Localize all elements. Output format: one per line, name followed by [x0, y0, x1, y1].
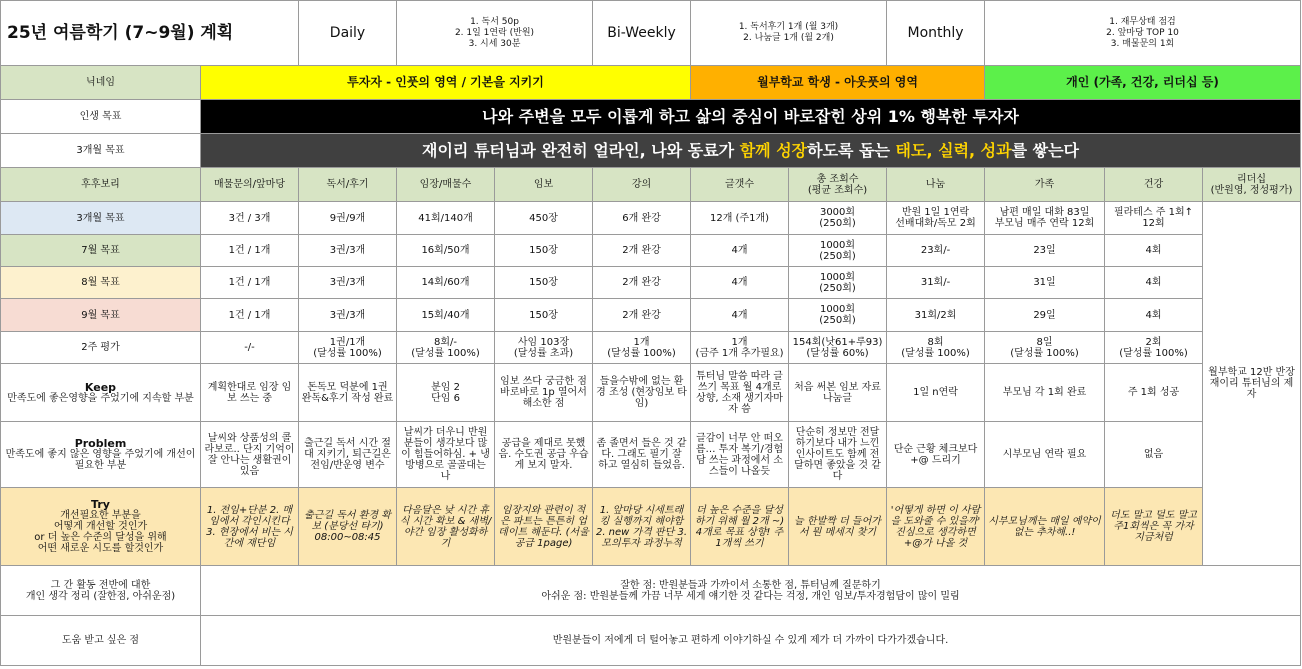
category-header: 건강: [1105, 168, 1203, 202]
table-cell: 3권/3개: [299, 267, 397, 299]
monthly-label: Monthly: [887, 1, 985, 66]
goal-text-part: 하도록 돕는: [807, 141, 896, 160]
daily-items: [397, 1, 593, 66]
try-row: [1, 488, 1301, 566]
goal-text-part: 재이리 튜터님과 완전히 얼라인, 나와 동료가: [422, 141, 740, 160]
table-cell: 150장: [495, 299, 593, 332]
table-cell: 1. 전임+단분 2. 매임에서 각인시킨다 3. 현장에서 비는 시간에 재단임: [201, 488, 299, 566]
table-cell: 15회/40개: [397, 299, 495, 332]
table-cell: 4개: [691, 267, 789, 299]
table-cell: 돈독모 덕분에 1권 완독&후기 작성 완료: [299, 364, 397, 422]
two-week-eval-row: [1, 332, 1301, 364]
goal-text-part: 를 쌓는다: [1011, 141, 1079, 160]
category-header: 나눔: [887, 168, 985, 202]
goal-row-3month: [1, 202, 1301, 235]
table-cell: 시부모님 연락 필요: [985, 422, 1105, 488]
table-cell: 시부모님께는 매일 예약이 없는 추차해..!: [985, 488, 1105, 566]
daily-item: 2. 1일 1연락 (반원): [454, 27, 535, 38]
reflection-label: 그 간 활동 전반에 대한 개인 생각 정리 (잘한점, 아쉬운점): [1, 566, 201, 616]
category-header: 총 조회수 (평균 조회수): [789, 168, 887, 202]
table-cell: 출근길 독서 환경 확보 (분당선 타기) 08:00~08:45: [299, 488, 397, 566]
leadership-note: 월부학교 12반 반장 재이리 튜터님의 제자: [1203, 202, 1301, 566]
three-month-goal-label: 3개월 목표: [1, 134, 201, 168]
table-cell: 처음 써본 임보 자료 나눔글: [789, 364, 887, 422]
category-header: 매물문의/앞마당: [201, 168, 299, 202]
table-cell: 1권/1개 (달성률 100%): [299, 332, 397, 364]
goal-highlight-attitude: 태도, 실력, 성과: [895, 141, 1012, 160]
life-goal-text: 나와 주변을 모두 이롭게 하고 삶의 중심이 바로잡힌 상위 1% 행복한 투자자: [201, 100, 1301, 134]
monthly-items: [985, 1, 1301, 66]
table-cell: 공급을 제대로 못했음. 수도권 공급 우습게 보지 말자.: [495, 422, 593, 488]
table-cell: 4회: [1105, 299, 1203, 332]
table-cell: 분임 2 단임 6: [397, 364, 495, 422]
table-cell: 임장지와 관련이 적은 파트는 튼튼히 업데이트 해둔다. (서울 공급 1page): [495, 488, 593, 566]
investor-band: 투자자 - 인풋의 영역 / 기본을 지키기: [201, 66, 691, 100]
monthly-item: 2. 앞마당 TOP 10: [1106, 27, 1179, 38]
help-text: 반원분들이 저에게 더 털어놓고 편하게 이야기하실 수 있게 제가 더 가까이 다가가겠습니다.: [201, 616, 1301, 666]
goal-row-september: [1, 299, 1301, 332]
table-cell: 3건 / 3개: [201, 202, 299, 235]
table-cell: 1건 / 1개: [201, 235, 299, 267]
table-cell: 8회 (달성률 100%): [887, 332, 985, 364]
try-title: Try: [91, 498, 110, 511]
category-header-row: [1, 168, 1301, 202]
category-header: 강의: [593, 168, 691, 202]
biweekly-items: [691, 1, 887, 66]
table-cell: 좀 졸면서 들은 것 같다. 그래도 필기 잘 하고 열심히 들었음.: [593, 422, 691, 488]
table-cell: 튜터님 말씀 따라 글쓰기 목표 월 4개로 상향, 소재 생기자마자 씀: [691, 364, 789, 422]
table-cell: -/-: [201, 332, 299, 364]
table-cell: 1개 (달성률 100%): [593, 332, 691, 364]
reflection-text: [201, 566, 1301, 616]
keep-row: [1, 364, 1301, 422]
table-cell: 3권/3개: [299, 299, 397, 332]
table-cell: 150장: [495, 235, 593, 267]
category-header: 리더십 (반원영, 정성평가): [1203, 168, 1301, 202]
table-cell: 남편 매일 대화 83일 부모님 매주 연락 12회: [985, 202, 1105, 235]
category-header: 가족: [985, 168, 1105, 202]
keep-desc: 만족도에 좋은영향을 주었기에 지속할 부분: [7, 392, 194, 404]
table-cell: 31회/2회: [887, 299, 985, 332]
problem-label: [1, 422, 201, 488]
problem-desc: 만족도에 좋지 않은 영향을 주었기에 개선이 필요한 부분: [5, 449, 196, 471]
table-cell: 14회/60개: [397, 267, 495, 299]
nickname-label: 닉네임: [1, 66, 201, 100]
table-cell: 2회 (달성률 100%): [1105, 332, 1203, 364]
table-cell: 4개: [691, 299, 789, 332]
biweekly-item: 2. 나눔글 1개 (월 2개): [743, 33, 834, 43]
table-cell: 글감이 너무 안 떠오름… 투자 복기/경험담 쓰는 과정에서 소스들이 나올듯: [691, 422, 789, 488]
table-cell: 필라테스 주 1회↑ 12회: [1105, 202, 1203, 235]
table-cell: 4회: [1105, 267, 1203, 299]
table-cell: 단순히 정보만 전달하기보다 내가 느낀 인사이트도 함께 전달하면 좋았을 것 같다: [789, 422, 887, 488]
goal-row-july: [1, 235, 1301, 267]
table-cell: 1건 / 1개: [201, 299, 299, 332]
table-cell: 더 높은 수준을 달성하기 위해 월 2개 ~) 4개로 목표 상향! 주 1개씩 쓰기: [691, 488, 789, 566]
header-row: [1, 1, 1301, 66]
biweekly-label: Bi-Weekly: [593, 1, 691, 66]
help-label: 도움 받고 싶은 점: [1, 616, 201, 666]
row-label: 2주 평가: [1, 332, 201, 364]
category-header: 독서/후기: [299, 168, 397, 202]
table-cell: 계획한대로 임장 임보 쓰는 중: [201, 364, 299, 422]
table-cell: 4회: [1105, 235, 1203, 267]
reflection-row: [1, 566, 1301, 616]
table-cell: 1개 (금주 1개 추가필요): [691, 332, 789, 364]
daily-item: 3. 시세 30분: [468, 38, 521, 49]
table-cell: 다음달은 낮 시간 휴식 시간 확보 & 새벽/야간 임장 활성화하기: [397, 488, 495, 566]
table-cell: 1000회 (250회): [789, 235, 887, 267]
nickname-row: [1, 66, 1301, 100]
table-cell: '어떻게 하면 이 사람을 도와줄 수 있을까' 진심으로 생각하면 +@가 나올 것: [887, 488, 985, 566]
personal-band: 개인 (가족, 건강, 리더십 등): [985, 66, 1301, 100]
table-cell: 31회/-: [887, 267, 985, 299]
table-cell: 150장: [495, 267, 593, 299]
table-cell: 3권/3개: [299, 235, 397, 267]
category-header: 임장/매물수: [397, 168, 495, 202]
table-cell: 29일: [985, 299, 1105, 332]
table-cell: 2개 완강: [593, 267, 691, 299]
table-cell: 41회/140개: [397, 202, 495, 235]
table-cell: 반원 1일 1연락 선배대화/독모 2회: [887, 202, 985, 235]
table-cell: 출근길 독서 시간 절대 지키기, 퇴근길은 전임/반운영 변수: [299, 422, 397, 488]
goal-highlight-growth: 함께 성장: [739, 141, 808, 160]
monthly-item: 3. 매물문의 1회: [1110, 38, 1175, 49]
table-cell: 16회/50개: [397, 235, 495, 267]
problem-title: Problem: [74, 437, 127, 450]
biweekly-item: 1. 독서후기 1개 (월 3개): [738, 22, 839, 32]
row-label: 8월 목표: [1, 267, 201, 299]
three-month-goal-text: [201, 134, 1301, 168]
help-row: [1, 616, 1301, 666]
table-cell: 1000회 (250회): [789, 267, 887, 299]
table-cell: 늘 한발짝 더 들어가서 뭔 메세지 찾기: [789, 488, 887, 566]
sheet-title: 25년 여름학기 (7~9월) 계획: [1, 1, 299, 66]
table-cell: 31일: [985, 267, 1105, 299]
table-cell: 9권/9개: [299, 202, 397, 235]
category-header: 임보: [495, 168, 593, 202]
keep-title: Keep: [84, 380, 117, 394]
table-cell: 23회/-: [887, 235, 985, 267]
daily-item: 1. 독서 50p: [470, 16, 519, 27]
daily-label: Daily: [299, 1, 397, 66]
table-cell: 450장: [495, 202, 593, 235]
table-cell: 날씨가 더우니 반원분들이 생각보다 많이 힘들어하심. + 냉방병으로 골골대는 나: [397, 422, 495, 488]
table-cell: 더도 말고 덜도 말고 주1회씩은 꼭 가자 지금처럼: [1105, 488, 1203, 566]
table-cell: 4개: [691, 235, 789, 267]
problem-row: [1, 422, 1301, 488]
try-label: [1, 488, 201, 566]
table-cell: 들을수밖에 없는 환경 조성 (현장임보 타임): [593, 364, 691, 422]
keep-label: [1, 364, 201, 422]
table-cell: 1000회 (250회): [789, 299, 887, 332]
reflection-bad: 아쉬운 점: 반원분들께 가끔 너무 세게 얘기한 것 같다는 걱정, 개인 임보/투자경험담이 많이 밀림: [541, 590, 960, 602]
table-cell: 8일 (달성률 100%): [985, 332, 1105, 364]
table-cell: 23일: [985, 235, 1105, 267]
life-goal-row: [1, 100, 1301, 134]
monthly-item: 1. 재무상태 점검: [1109, 16, 1176, 27]
row-label: 9월 목표: [1, 299, 201, 332]
life-goal-label: 인생 목표: [1, 100, 201, 134]
table-cell: 8회/- (달성률 100%): [397, 332, 495, 364]
table-cell: 12개 (주1개): [691, 202, 789, 235]
category-row-label: 후후보리: [1, 168, 201, 202]
reflection-good: 잘한 점: 반원분들과 가까이서 소통한 점, 튜터님께 질문하기: [620, 579, 881, 591]
table-cell: 부모님 각 1회 완료: [985, 364, 1105, 422]
row-label: 3개월 목표: [1, 202, 201, 235]
goal-row-august: [1, 267, 1301, 299]
try-desc: 개선필요한 부분을 어떻게 개선할 것인가 or 더 높은 수준의 달성을 위해 어떤 새로운 시도를 할것인가: [34, 510, 167, 554]
category-header: 글갯수: [691, 168, 789, 202]
table-cell: 2개 완강: [593, 299, 691, 332]
table-cell: 3000회 (250회): [789, 202, 887, 235]
table-cell: 날씨와 상품성의 콜라보로.. 단지 기억이 잘 안나는 생활권이 있음: [201, 422, 299, 488]
table-cell: 주 1회 성공: [1105, 364, 1203, 422]
table-cell: 단순 근황 체크보다 +@ 드리기: [887, 422, 985, 488]
table-cell: 6개 완강: [593, 202, 691, 235]
three-month-goal-row: [1, 134, 1301, 168]
table-cell: 사임 103장 (달성률 초과): [495, 332, 593, 364]
table-cell: 2개 완강: [593, 235, 691, 267]
student-band: 월부학교 학생 - 아웃풋의 영역: [691, 66, 985, 100]
row-label: 7월 목표: [1, 235, 201, 267]
table-cell: 임보 쓰다 궁금한 점 바로바로 1p 열어서 해소한 점: [495, 364, 593, 422]
table-cell: 154회(낫61+루93) (달성률 60%): [789, 332, 887, 364]
table-cell: 1건 / 1개: [201, 267, 299, 299]
table-cell: 1. 앞마당 시세트래킹 실행까지 해야함 2. new 가격 판단 3. 모의투자 과정누적: [593, 488, 691, 566]
table-cell: 1일 n연락: [887, 364, 985, 422]
table-cell: 없음: [1105, 422, 1203, 488]
